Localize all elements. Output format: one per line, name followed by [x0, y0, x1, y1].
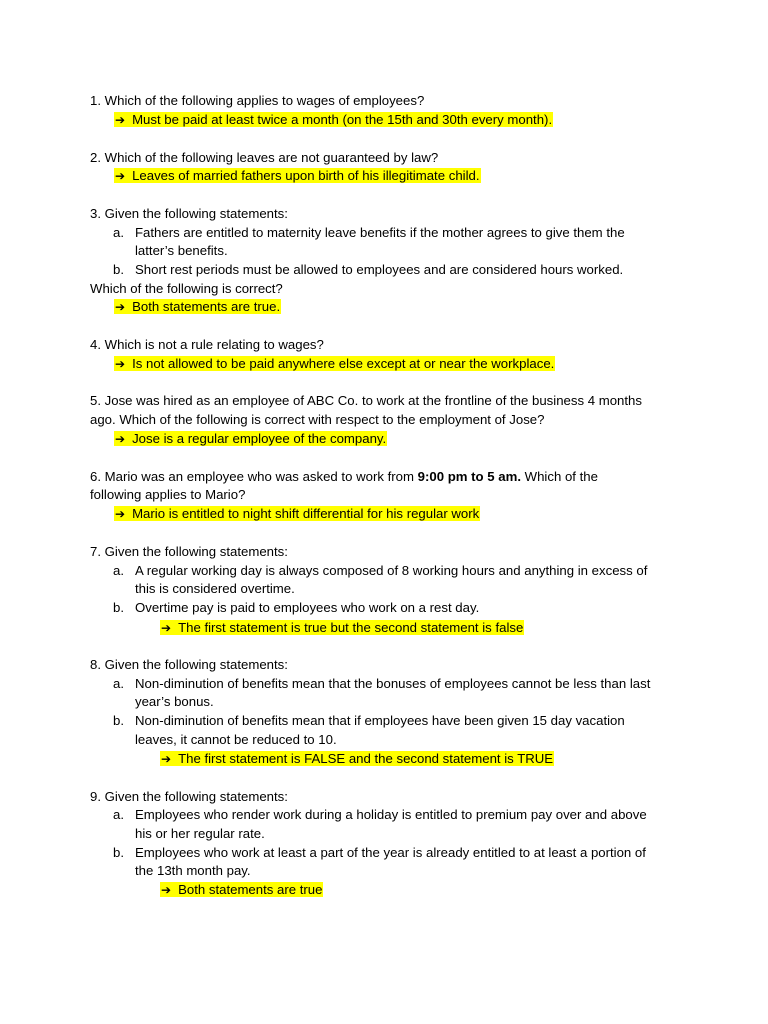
- answer-8-text: The first statement is FALSE and the second statement is TRUE: [178, 751, 554, 766]
- statement-a-line-2: this is considered overtime.: [135, 581, 295, 596]
- statement-b-line-1: Short rest periods must be allowed to employees and are considered hours worked.: [135, 262, 624, 277]
- answer-3-text: Both statements are true.: [132, 299, 281, 314]
- statement-a-line-1: A regular working day is always composed of 8 working hours and anything in excess of: [135, 563, 648, 578]
- answer-7-text: The first statement is true but the second statement is false: [178, 620, 524, 635]
- statement-letter-b: b.: [113, 600, 124, 615]
- question-7: 7. Given the following statements:: [90, 544, 288, 559]
- answer-5: [114, 430, 387, 448]
- answer-7: [160, 619, 524, 637]
- answer-4: [114, 355, 555, 373]
- question-4: 4. Which is not a rule relating to wages?: [90, 337, 324, 352]
- statement-a-line-2: year’s bonus.: [135, 694, 214, 709]
- statement-b-line-1: Non-diminution of benefits mean that if employees have been given 15 day vacation: [135, 713, 625, 728]
- statement-a-line-2: his or her regular rate.: [135, 826, 265, 841]
- statement-a-line-1: Employees who render work during a holiday is entitled to premium pay over and above: [135, 807, 647, 822]
- question-2: 2. Which of the following leaves are not guaranteed by law?: [90, 150, 439, 165]
- right-arrow-icon: ➔: [115, 357, 126, 371]
- answer-2: [114, 167, 481, 185]
- question-3: 3. Given the following statements:: [90, 206, 288, 221]
- question-5-line-1: 5. Jose was hired as an employee of ABC Co. to work at the frontline of the business 4 months: [90, 393, 642, 408]
- answer-8: [160, 750, 554, 768]
- statement-b-line-1: Employees who work at least a part of the year is already entitled to at least a portion of: [135, 845, 646, 860]
- question-3-prompt: Which of the following is correct?: [90, 281, 283, 296]
- question-5-line-2: ago. Which of the following is correct with respect to the employment of Jose?: [90, 412, 545, 427]
- right-arrow-icon: ➔: [161, 621, 172, 635]
- statement-letter-b: b.: [113, 845, 124, 860]
- statement-letter-a: a.: [113, 676, 124, 691]
- question-6-time-range: 9:00 pm to 5 am.: [417, 469, 521, 484]
- right-arrow-icon: ➔: [115, 169, 126, 183]
- statement-letter-a: a.: [113, 807, 124, 822]
- answer-6: [114, 505, 480, 523]
- answer-5-text: Jose is a regular employee of the company.: [132, 431, 387, 446]
- statement-letter-a: a.: [113, 563, 124, 578]
- question-6-line-2: following applies to Mario?: [90, 487, 246, 502]
- statement-letter-a: a.: [113, 225, 124, 240]
- statement-letter-b: b.: [113, 713, 124, 728]
- statement-letter-b: b.: [113, 262, 124, 277]
- statement-a-line-2: latter’s benefits.: [135, 243, 228, 258]
- right-arrow-icon: ➔: [161, 752, 172, 766]
- statement-a-line-1: Fathers are entitled to maternity leave benefits if the mother agrees to give them the: [135, 225, 625, 240]
- question-1: 1. Which of the following applies to wages of employees?: [90, 93, 425, 108]
- statement-a-line-1: Non-diminution of benefits mean that the bonuses of employees cannot be less than last: [135, 676, 651, 691]
- answer-1: [114, 111, 553, 129]
- question-6-text-post: Which of the: [520, 469, 598, 484]
- answer-4-text: Is not allowed to be paid anywhere else except at or near the workplace.: [132, 356, 555, 371]
- question-9: 9. Given the following statements:: [90, 789, 288, 804]
- question-6-line-1: [90, 468, 598, 486]
- answer-6-text: Mario is entitled to night shift differential for his regular work: [132, 506, 480, 521]
- right-arrow-icon: ➔: [115, 300, 126, 314]
- answer-2-text: Leaves of married fathers upon birth of his illegitimate child.: [132, 168, 480, 183]
- right-arrow-icon: ➔: [115, 507, 126, 521]
- right-arrow-icon: ➔: [115, 432, 126, 446]
- answer-9-text: Both statements are true: [178, 882, 323, 897]
- statement-b-line-2: leaves, it cannot be reduced to 10.: [135, 732, 337, 747]
- statement-b-line-1: Overtime pay is paid to employees who work on a rest day.: [135, 600, 480, 615]
- answer-9: [160, 881, 323, 899]
- question-8: 8. Given the following statements:: [90, 657, 288, 672]
- right-arrow-icon: ➔: [161, 883, 172, 897]
- question-6-text-pre: 6. Mario was an employee who was asked to work from: [90, 469, 418, 484]
- right-arrow-icon: ➔: [115, 113, 126, 127]
- answer-3: [114, 298, 281, 316]
- statement-b-line-2: the 13th month pay.: [135, 863, 251, 878]
- answer-1-text: Must be paid at least twice a month (on the 15th and 30th every month).: [132, 112, 553, 127]
